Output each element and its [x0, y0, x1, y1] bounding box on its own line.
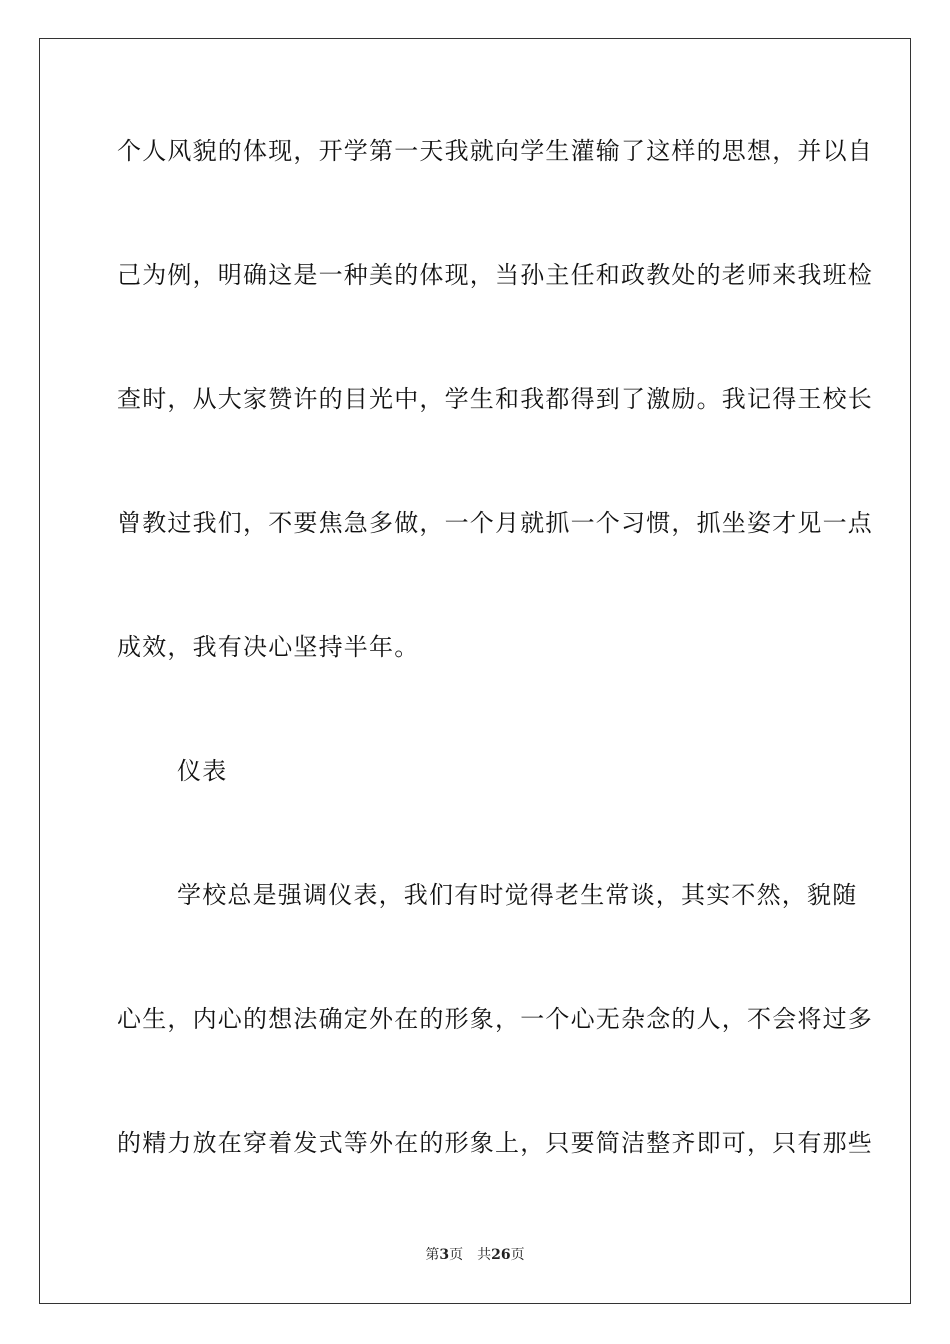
body-text-line: 曾教过我们，不要焦急多做，一个月就抓一个习惯，抓坐姿才见一点: [117, 509, 873, 537]
page-number: 3: [439, 1247, 450, 1263]
total-suffix: 页: [510, 1247, 525, 1263]
total-prefix: 共: [477, 1247, 492, 1263]
page-border: [39, 38, 911, 1304]
page-footer: [0, 1246, 950, 1264]
body-text-line: 心生，内心的想法确定外在的形象，一个心无杂念的人，不会将过多: [117, 1005, 873, 1033]
section-heading: 仪表: [177, 757, 228, 785]
body-text-line: 己为例，明确这是一种美的体现，当孙主任和政教处的老师来我班检: [117, 261, 873, 289]
page-prefix: 第: [425, 1247, 440, 1263]
body-text-line: 的精力放在穿着发式等外在的形象上，只要简洁整齐即可，只有那些: [117, 1129, 873, 1157]
page-suffix: 页: [449, 1247, 464, 1263]
body-text-line: 个人风貌的体现，开学第一天我就向学生灌输了这样的思想，并以自: [117, 137, 873, 165]
total-pages: 26: [491, 1247, 511, 1263]
body-text-line: 学校总是强调仪表，我们有时觉得老生常谈，其实不然，貌随: [177, 881, 858, 909]
body-text-line: 成效，我有决心坚持半年。: [117, 633, 420, 661]
body-text-line: 查时，从大家赞许的目光中，学生和我都得到了激励。我记得王校长: [117, 385, 873, 413]
